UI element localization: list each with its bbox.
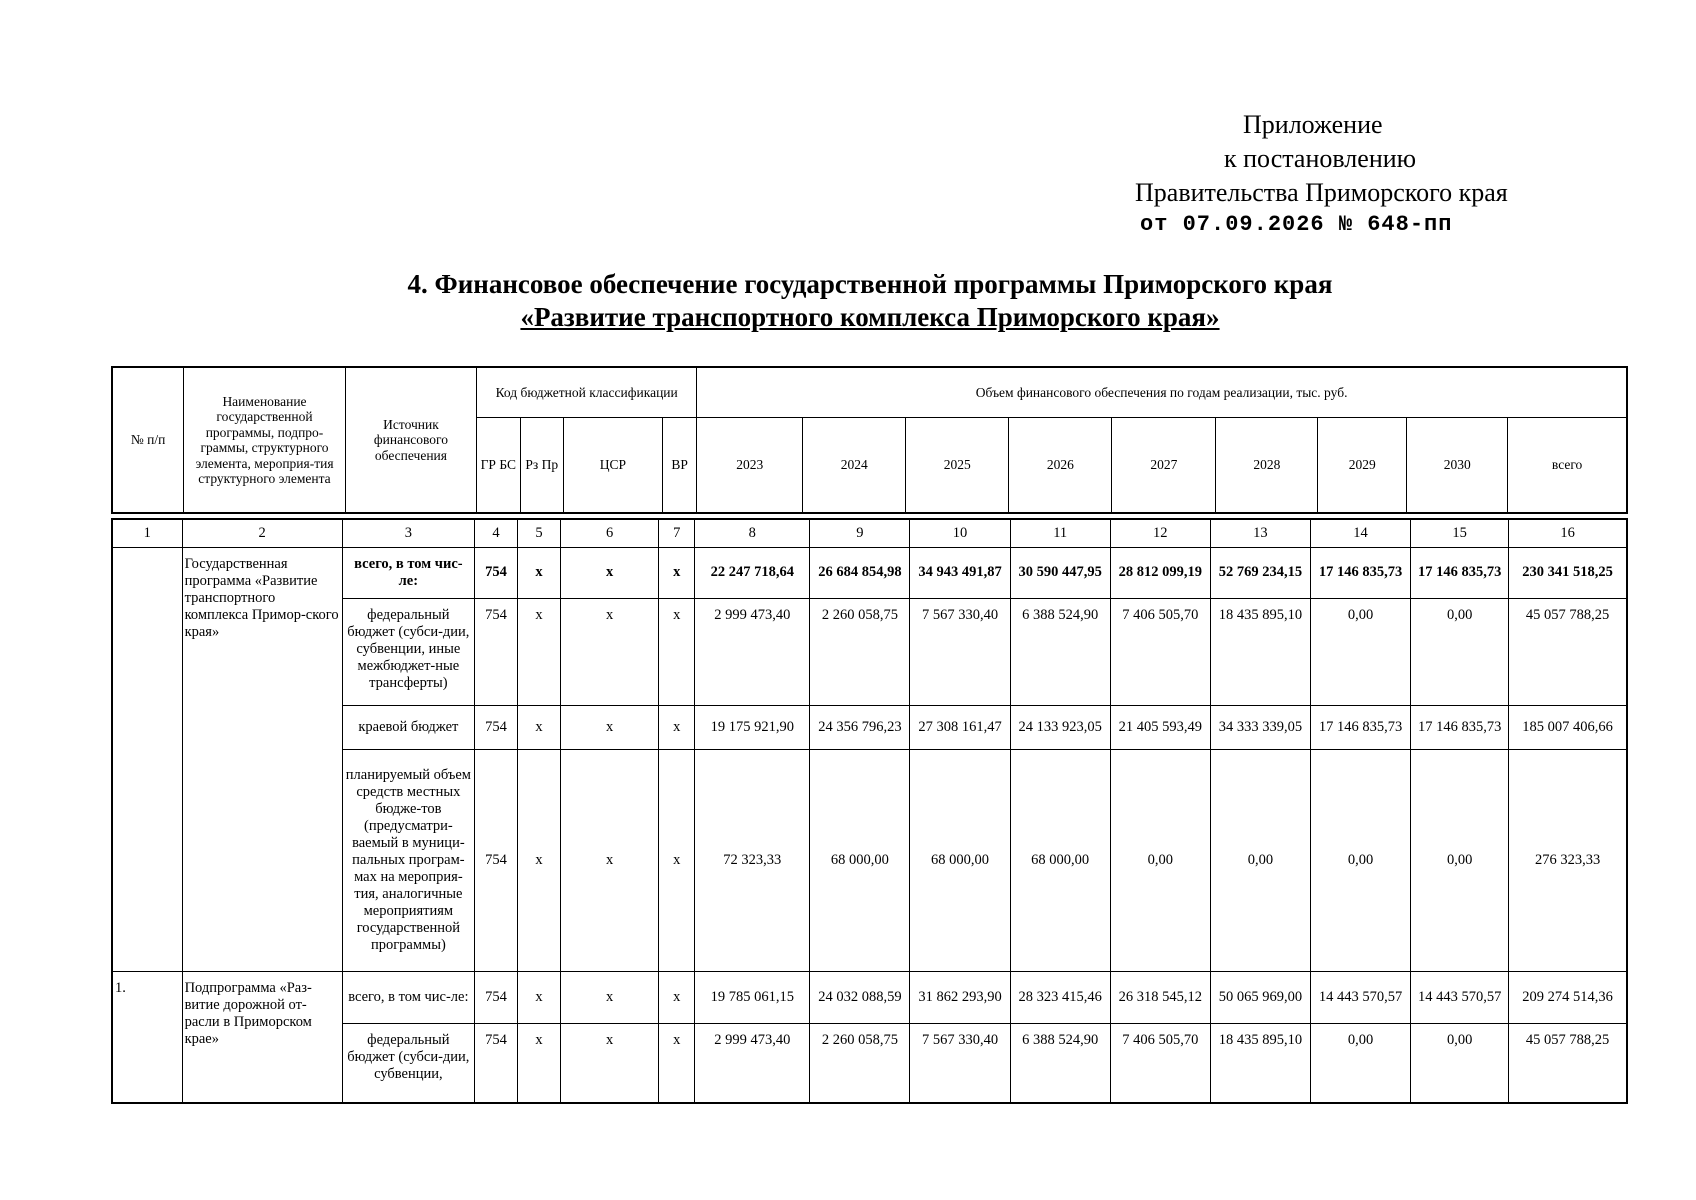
grbs-code: 754 xyxy=(474,598,517,705)
header-year: 2023 xyxy=(697,417,803,513)
value-cell: 6 388 524,90 xyxy=(1010,1023,1110,1103)
header-year: 2024 xyxy=(803,417,906,513)
value-cell: 185 007 406,66 xyxy=(1509,705,1627,749)
header-volume: Объем финансового обеспечения по годам реализации, тыс. руб. xyxy=(697,367,1627,417)
appendix-line-3: Правительства Приморского края xyxy=(1135,178,1508,207)
value-cell: 17 146 835,73 xyxy=(1310,547,1410,598)
subprogram-name: Подпрограмма «Раз-витие дорожной от-расли в Приморском крае» xyxy=(182,971,342,1103)
value-cell: 72 323,33 xyxy=(695,749,810,971)
financing-source: федеральный бюджет (субси-дии, субвенции, иные межбюджет-ные трансферты) xyxy=(342,598,474,705)
vr-code: x xyxy=(659,598,695,705)
value-cell: 68 000,00 xyxy=(1010,749,1110,971)
header-vr: ВР xyxy=(662,417,696,513)
value-cell: 22 247 718,64 xyxy=(695,547,810,598)
value-cell: 14 443 570,57 xyxy=(1310,971,1410,1023)
document-title xyxy=(0,268,1696,334)
rzpr-code: x xyxy=(518,547,561,598)
grbs-code: 754 xyxy=(474,749,517,971)
grbs-code: 754 xyxy=(474,705,517,749)
grbs-code: 754 xyxy=(474,1023,517,1103)
col-number: 11 xyxy=(1010,519,1110,547)
value-cell: 7 406 505,70 xyxy=(1110,1023,1210,1103)
vr-code: x xyxy=(659,749,695,971)
row-number: 1. xyxy=(112,971,182,1103)
header-source: Источник финансового обеспечения xyxy=(345,367,476,513)
value-cell: 68 000,00 xyxy=(910,749,1010,971)
value-cell: 230 341 518,25 xyxy=(1509,547,1627,598)
header-year: 2026 xyxy=(1009,417,1112,513)
header-year: 2029 xyxy=(1318,417,1407,513)
financing-table xyxy=(111,518,1628,1104)
csr-code: x xyxy=(561,971,659,1023)
value-cell: 50 065 969,00 xyxy=(1210,971,1310,1023)
value-cell: 68 000,00 xyxy=(810,749,910,971)
rzpr-code: x xyxy=(518,705,561,749)
value-cell: 2 260 058,75 xyxy=(810,1023,910,1103)
value-cell: 209 274 514,36 xyxy=(1509,971,1627,1023)
financing-source: краевой бюджет xyxy=(342,705,474,749)
value-cell: 17 146 835,73 xyxy=(1411,547,1509,598)
header-year: всего xyxy=(1508,417,1627,513)
value-cell: 7 567 330,40 xyxy=(910,1023,1010,1103)
col-number: 10 xyxy=(910,519,1010,547)
header-grbs: ГР БС xyxy=(477,417,520,513)
vr-code: x xyxy=(659,971,695,1023)
value-cell: 14 443 570,57 xyxy=(1411,971,1509,1023)
title-line-2: «Развитие транспортного комплекса Приморского края» xyxy=(520,302,1220,332)
header-name: Наименование государственной программы, подпро-граммы, структурного элемента, мероприя-тия структурного элемента xyxy=(184,367,346,513)
col-number: 2 xyxy=(182,519,342,547)
rzpr-code: x xyxy=(518,598,561,705)
financing-source: федеральный бюджет (субси-дии, субвенции, xyxy=(342,1023,474,1103)
col-number: 4 xyxy=(474,519,517,547)
value-cell: 17 146 835,73 xyxy=(1411,705,1509,749)
table-header xyxy=(111,366,1628,514)
value-cell: 0,00 xyxy=(1310,749,1410,971)
value-cell: 6 388 524,90 xyxy=(1010,598,1110,705)
appendix-block xyxy=(1120,108,1508,240)
value-cell: 34 333 339,05 xyxy=(1210,705,1310,749)
header-csr: ЦСР xyxy=(563,417,662,513)
value-cell: 45 057 788,25 xyxy=(1509,1023,1627,1103)
table-row xyxy=(112,971,1627,1023)
value-cell: 24 032 088,59 xyxy=(810,971,910,1023)
value-cell: 45 057 788,25 xyxy=(1509,598,1627,705)
header-year: 2025 xyxy=(906,417,1009,513)
header-year: 2028 xyxy=(1216,417,1318,513)
value-cell: 0,00 xyxy=(1411,749,1509,971)
table-row xyxy=(112,547,1627,598)
csr-code: x xyxy=(561,598,659,705)
vr-code: x xyxy=(659,547,695,598)
col-number: 16 xyxy=(1509,519,1627,547)
csr-code: x xyxy=(561,547,659,598)
value-cell: 0,00 xyxy=(1110,749,1210,971)
col-number: 8 xyxy=(695,519,810,547)
col-number: 3 xyxy=(342,519,474,547)
value-cell: 17 146 835,73 xyxy=(1310,705,1410,749)
vr-code: x xyxy=(659,1023,695,1103)
value-cell: 2 999 473,40 xyxy=(695,1023,810,1103)
grbs-code: 754 xyxy=(474,971,517,1023)
appendix-line-2: к постановлению xyxy=(1224,144,1417,173)
financing-source: всего, в том чис-ле: xyxy=(342,971,474,1023)
value-cell: 26 684 854,98 xyxy=(810,547,910,598)
value-cell: 28 812 099,19 xyxy=(1110,547,1210,598)
value-cell: 0,00 xyxy=(1310,598,1410,705)
csr-code: x xyxy=(561,749,659,971)
value-cell: 28 323 415,46 xyxy=(1010,971,1110,1023)
financing-source: всего, в том чис-ле: xyxy=(342,547,474,598)
header-rzpr: Рз Пр xyxy=(520,417,563,513)
value-cell: 2 260 058,75 xyxy=(810,598,910,705)
col-number: 7 xyxy=(659,519,695,547)
appendix-line-4: от 07.09.2026 № 648-пп xyxy=(1140,212,1453,237)
col-number: 1 xyxy=(112,519,182,547)
col-number: 15 xyxy=(1411,519,1509,547)
column-number-row xyxy=(112,519,1627,547)
value-cell: 24 133 923,05 xyxy=(1010,705,1110,749)
title-line-1: 4. Финансовое обеспечение государственной программы Приморского края xyxy=(407,269,1333,299)
header-year: 2030 xyxy=(1407,417,1508,513)
value-cell: 24 356 796,23 xyxy=(810,705,910,749)
header-budget-code: Код бюджетной классификации xyxy=(477,367,697,417)
csr-code: x xyxy=(561,705,659,749)
value-cell: 31 862 293,90 xyxy=(910,971,1010,1023)
value-cell: 19 175 921,90 xyxy=(695,705,810,749)
col-number: 13 xyxy=(1210,519,1310,547)
col-number: 5 xyxy=(518,519,561,547)
col-number: 12 xyxy=(1110,519,1210,547)
grbs-code: 754 xyxy=(474,547,517,598)
col-number: 9 xyxy=(810,519,910,547)
rzpr-code: x xyxy=(518,1023,561,1103)
value-cell: 34 943 491,87 xyxy=(910,547,1010,598)
program-name: Государственная программа «Развитие транспортного комплекса Примор-ского края» xyxy=(182,547,342,971)
rzpr-code: x xyxy=(518,749,561,971)
header-year: 2027 xyxy=(1112,417,1216,513)
rzpr-code: x xyxy=(518,971,561,1023)
row-number xyxy=(112,547,182,971)
value-cell: 276 323,33 xyxy=(1509,749,1627,971)
value-cell: 0,00 xyxy=(1411,1023,1509,1103)
financing-source: планируемый объем средств местных бюдже-тов (предусматри-ваемый в муници-пальных програм-мах на мероприя-тия, аналогичные мероприятиям государственной программы) xyxy=(342,749,474,971)
csr-code: x xyxy=(561,1023,659,1103)
value-cell: 7 406 505,70 xyxy=(1110,598,1210,705)
value-cell: 18 435 895,10 xyxy=(1210,598,1310,705)
value-cell: 19 785 061,15 xyxy=(695,971,810,1023)
value-cell: 2 999 473,40 xyxy=(695,598,810,705)
value-cell: 7 567 330,40 xyxy=(910,598,1010,705)
value-cell: 18 435 895,10 xyxy=(1210,1023,1310,1103)
value-cell: 0,00 xyxy=(1210,749,1310,971)
value-cell: 0,00 xyxy=(1411,598,1509,705)
value-cell: 21 405 593,49 xyxy=(1110,705,1210,749)
header-num: № п/п xyxy=(112,367,184,513)
vr-code: x xyxy=(659,705,695,749)
appendix-line-1: Приложение xyxy=(1243,110,1383,139)
value-cell: 26 318 545,12 xyxy=(1110,971,1210,1023)
value-cell: 52 769 234,15 xyxy=(1210,547,1310,598)
value-cell: 30 590 447,95 xyxy=(1010,547,1110,598)
col-number: 14 xyxy=(1310,519,1410,547)
col-number: 6 xyxy=(561,519,659,547)
value-cell: 27 308 161,47 xyxy=(910,705,1010,749)
value-cell: 0,00 xyxy=(1310,1023,1410,1103)
